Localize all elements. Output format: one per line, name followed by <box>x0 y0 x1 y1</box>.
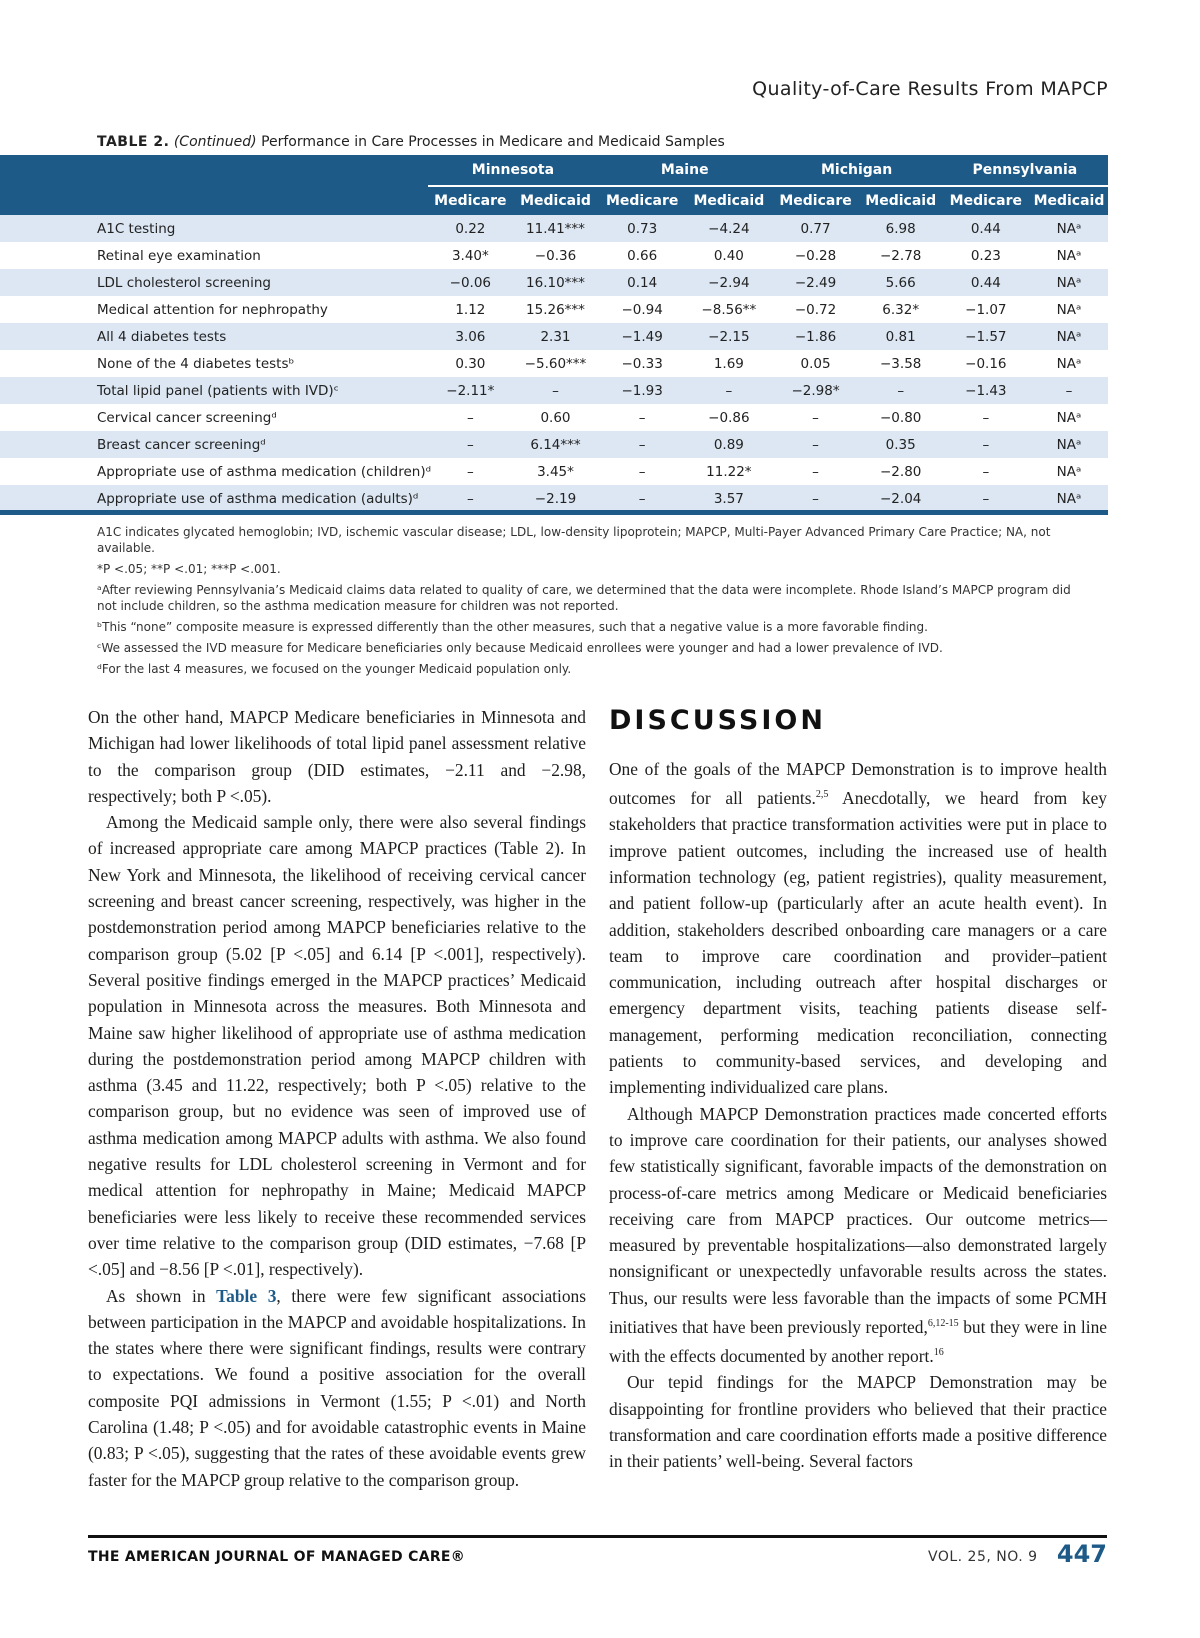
row-label: Appropriate use of asthma medication (children)ᵈ <box>0 458 428 485</box>
table-cell: 11.22* <box>686 458 771 485</box>
footnote-significance: *P <.05; **P <.01; ***P <.001. <box>97 562 281 576</box>
table-cell: −0.33 <box>598 350 686 377</box>
table-cell: – <box>1030 377 1108 404</box>
text-run: , there were few significant associations between participation in the MAPCP and avoidable hospitalizations. In the states where there were significant findings, results were contrary to expectations. We found a positive association for the overall composite PQI admissions in Vermont (1.55; P <.01) and North Carolina (1.48; P <.05) and for avoidable catastrophic events in Maine (0.83; P <.05), suggesting that the rates of these avoidable events grew faster for the MAPCP group relative to the comparison group. <box>88 1285 586 1490</box>
table-cell: – <box>771 458 859 485</box>
table-cell: – <box>686 377 771 404</box>
table-cell: 5.66 <box>860 269 942 296</box>
table-cell: 0.22 <box>428 215 513 242</box>
text-run: As shown in <box>106 1285 217 1306</box>
table-footnotes <box>97 524 1087 682</box>
table-cell: 0.05 <box>771 350 859 377</box>
table-cell: −2.49 <box>771 269 859 296</box>
table-bottom-rule <box>0 510 1108 515</box>
row-label: A1C testing <box>0 215 428 242</box>
table-row <box>0 377 1108 404</box>
text-run: Anecdotally, we heard from key stakeholders that practice transformation activities were put in place to improve patient outcomes, including the increased use of health information technology (eg, patient registries), quality measurement, and patient follow-up (particularly after an acute health event). In addition, stakeholders described onboarding care managers or a care team to improve care coordination and provider–patient communication, including outreach after hospital discharges or emergency department visits, teaching patients disease self-management, performing medication reconciliation, connecting patients to community-based services, and developing and implementing individualized care plans. <box>609 788 1107 1098</box>
state-header-pennsylvania: Pennsylvania <box>942 155 1108 186</box>
table-cell: −0.06 <box>428 269 513 296</box>
table-cell: – <box>598 404 686 431</box>
table-cell: 0.73 <box>598 215 686 242</box>
table-cell: – <box>598 458 686 485</box>
footnote-d: ᵈFor the last 4 measures, we focused on the younger Medicaid population only. <box>97 662 572 676</box>
journal-name: THE AMERICAN JOURNAL OF MANAGED CARE® <box>88 1549 466 1565</box>
table-cell: 3.57 <box>686 485 771 512</box>
table-cell: – <box>771 485 859 512</box>
table-cell: – <box>771 431 859 458</box>
table-cell: 0.81 <box>860 323 942 350</box>
table-cell: −2.94 <box>686 269 771 296</box>
table-cell: −0.86 <box>686 404 771 431</box>
footnote-abbreviations: A1C indicates glycated hemoglobin; IVD, ischemic vascular disease; LDL, low-density lipoprotein; MAPCP, Multi-Payer Advanced Primary Care Practice; NA, not available. <box>97 525 1051 555</box>
table-cell: – <box>598 485 686 512</box>
table-corner <box>0 155 428 186</box>
table-cell: −0.16 <box>942 350 1030 377</box>
table-cell: 0.23 <box>942 242 1030 269</box>
text-run: but they were in line with the effects documented by another report. <box>609 1316 1107 1366</box>
table-cell: −2.98* <box>771 377 859 404</box>
section-heading-discussion: DISCUSSION <box>609 705 826 736</box>
table-row <box>0 242 1108 269</box>
table-cell: −1.07 <box>942 296 1030 323</box>
table-cell: – <box>428 458 513 485</box>
table-cell: – <box>598 431 686 458</box>
table-corner-lower <box>0 186 428 215</box>
payer-header-medicaid: Medicaid <box>860 186 942 215</box>
table-cell: −4.24 <box>686 215 771 242</box>
table-cell: −0.80 <box>860 404 942 431</box>
table-row <box>0 458 1108 485</box>
paragraph <box>88 1283 586 1493</box>
text-run: Although MAPCP Demonstration practices made concerted efforts to improve care coordination for their patients, our analyses showed few statistically significant, favorable impacts of the demonstration on process-of-care metrics among Medicare or Medicaid beneficiaries receiving care from MAPCP practices. Our outcome metrics—measured by preventable hospitalizations—also demonstrated largely nonsignificant or unexpectedly unfavorable results across the states. Thus, our results were less favorable than the impacts of some PCMH initiatives that have been previously reported, <box>609 1103 1107 1337</box>
table-cell: – <box>428 431 513 458</box>
table-cell: – <box>942 485 1030 512</box>
table-cell: −8.56** <box>686 296 771 323</box>
volume-issue: VOL. 25, NO. 9 <box>928 1549 1038 1565</box>
table-cell: −3.58 <box>860 350 942 377</box>
table-cell: NAᵃ <box>1030 458 1108 485</box>
table-cell: 0.14 <box>598 269 686 296</box>
table-cell: 0.40 <box>686 242 771 269</box>
table-cell: −0.72 <box>771 296 859 323</box>
paragraph <box>609 756 1107 1101</box>
table-row <box>0 296 1108 323</box>
table-cell: 0.35 <box>860 431 942 458</box>
table-cell: NAᵃ <box>1030 323 1108 350</box>
table-row <box>0 431 1108 458</box>
state-header-minnesota: Minnesota <box>428 155 598 186</box>
paragraph: Our tepid findings for the MAPCP Demonstration may be disappointing for frontline providers who believed that their practice transformation and care coordination efforts made a positive difference in their patients’ well-being. Several factors <box>609 1372 1107 1472</box>
table-caption-text: Performance in Care Processes in Medicare and Medicaid Samples <box>261 134 725 150</box>
body-column-right <box>609 704 1107 1474</box>
row-label: All 4 diabetes tests <box>0 323 428 350</box>
paragraph <box>609 1101 1107 1370</box>
table-cell: 1.69 <box>686 350 771 377</box>
table-cell: NAᵃ <box>1030 404 1108 431</box>
table-cell: 15.26*** <box>513 296 598 323</box>
state-header-michigan: Michigan <box>771 155 941 186</box>
paragraph: Among the Medicaid sample only, there were also several findings of increased appropriate care among MAPCP practices (Table 2). In New York and Minnesota, the likelihood of receiving cervical cancer screening and breast cancer screening, respectively, was higher in the postdemonstration period among MAPCP beneficiaries relative to the comparison group (5.02 [P <.05] and 6.14 [P <.001], respectively). Several positive findings emerged in the MAPCP practices’ Medicaid population in Minnesota across the measures. Both Minnesota and Maine saw higher likelihood of appropriate use of asthma medication during the postdemonstration period among MAPCP children with asthma (3.45 and 11.22, respectively; both P <.05) relative to the comparison group, but no evidence was seen of improved use of asthma medication among MAPCP adults with asthma. We also found negative results for LDL cholesterol screening in Vermont and for medical attention for nephropathy in Maine; Medicaid MAPCP beneficiaries were less likely to receive these recommended services over time relative to the comparison group (DID estimates, −7.68 [P <.05] and −8.56 [P <.01], respectively). <box>88 812 586 1280</box>
table-cell: NAᵃ <box>1030 431 1108 458</box>
table-cell: −2.78 <box>860 242 942 269</box>
row-label: Appropriate use of asthma medication (adults)ᵈ <box>0 485 428 512</box>
table-cell: −2.11* <box>428 377 513 404</box>
footnote-a: ᵃAfter reviewing Pennsylvania’s Medicaid claims data related to quality of care, we determined that the data were incomplete. Rhode Island’s MAPCP program did not include children, so the asthma medication measure for children was not reported. <box>97 583 1071 613</box>
table-row <box>0 215 1108 242</box>
table-cell: 0.89 <box>686 431 771 458</box>
table-cell: – <box>942 431 1030 458</box>
row-label: Medical attention for nephropathy <box>0 296 428 323</box>
table-cell: – <box>942 458 1030 485</box>
row-label: None of the 4 diabetes testsᵇ <box>0 350 428 377</box>
table-cell: – <box>428 485 513 512</box>
table-3-link[interactable]: Table 3 <box>216 1285 277 1306</box>
paragraph: On the other hand, MAPCP Medicare beneficiaries in Minnesota and Michigan had lower likelihoods of total lipid panel assessment relative to the comparison group (DID estimates, −2.11 and −2.98, respectively; both P <.05). <box>88 707 586 806</box>
citation: 6,12-15 <box>927 1318 959 1330</box>
row-label: Retinal eye examination <box>0 242 428 269</box>
table-cell: −2.04 <box>860 485 942 512</box>
page-number: 447 <box>1056 1540 1107 1568</box>
table-continued: (Continued) <box>173 134 257 150</box>
table-cell: NAᵃ <box>1030 242 1108 269</box>
table-cell: −1.86 <box>771 323 859 350</box>
table-cell: −5.60*** <box>513 350 598 377</box>
payer-header-medicare: Medicare <box>428 186 513 215</box>
table-cell: 3.45* <box>513 458 598 485</box>
table-cell: NAᵃ <box>1030 296 1108 323</box>
table-cell: −0.36 <box>513 242 598 269</box>
body-column-left <box>88 704 586 1493</box>
state-header-maine: Maine <box>598 155 771 186</box>
table-cell: −0.28 <box>771 242 859 269</box>
table-cell: 0.66 <box>598 242 686 269</box>
table-cell: – <box>771 404 859 431</box>
table-cell: 0.44 <box>942 269 1030 296</box>
table-cell: 0.30 <box>428 350 513 377</box>
table-cell: NAᵃ <box>1030 269 1108 296</box>
footnote-c: ᶜWe assessed the IVD measure for Medicare beneficiaries only because Medicaid enrollees were younger and had a lower prevalence of IVD. <box>97 641 943 655</box>
table-cell: −2.15 <box>686 323 771 350</box>
care-process-table <box>0 155 1108 512</box>
table-cell: 1.12 <box>428 296 513 323</box>
table-number: TABLE 2. <box>97 134 170 150</box>
table-cell: −1.93 <box>598 377 686 404</box>
row-label: Total lipid panel (patients with IVD)ᶜ <box>0 377 428 404</box>
citation: 2,5 <box>815 789 829 801</box>
footer-rule <box>88 1535 1107 1538</box>
table-row <box>0 323 1108 350</box>
table-row <box>0 404 1108 431</box>
table-cell: – <box>513 377 598 404</box>
table-cell: −2.80 <box>860 458 942 485</box>
table-row <box>0 485 1108 512</box>
payer-header-medicaid: Medicaid <box>513 186 598 215</box>
running-title: Quality-of-Care Results From MAPCP <box>752 78 1108 100</box>
table-row <box>0 269 1108 296</box>
table-cell: NAᵃ <box>1030 485 1108 512</box>
table-cell: NAᵃ <box>1030 350 1108 377</box>
table-cell: 0.77 <box>771 215 859 242</box>
table-cell: −0.94 <box>598 296 686 323</box>
citation: 16 <box>933 1347 944 1359</box>
row-label: LDL cholesterol screening <box>0 269 428 296</box>
table-cell: −2.19 <box>513 485 598 512</box>
footnote-b: ᵇThis “none” composite measure is expressed differently than the other measures, such that a negative value is a more favorable finding. <box>97 620 928 634</box>
table-cell: −1.49 <box>598 323 686 350</box>
table-cell: 6.14*** <box>513 431 598 458</box>
table-body <box>0 215 1108 512</box>
table-cell: 6.98 <box>860 215 942 242</box>
table-cell: 0.44 <box>942 215 1030 242</box>
table-row <box>0 350 1108 377</box>
table-cell: NAᵃ <box>1030 215 1108 242</box>
table-cell: −1.43 <box>942 377 1030 404</box>
table-cell: 6.32* <box>860 296 942 323</box>
table-cell: 3.40* <box>428 242 513 269</box>
payer-header-medicaid: Medicaid <box>686 186 771 215</box>
row-label: Breast cancer screeningᵈ <box>0 431 428 458</box>
payer-header-medicare: Medicare <box>771 186 859 215</box>
table-cell: 16.10*** <box>513 269 598 296</box>
table-cell: −1.57 <box>942 323 1030 350</box>
table-caption <box>97 134 725 150</box>
row-label: Cervical cancer screeningᵈ <box>0 404 428 431</box>
payer-header-medicaid: Medicaid <box>1030 186 1108 215</box>
table-cell: – <box>860 377 942 404</box>
table-cell: 2.31 <box>513 323 598 350</box>
text-run: One of the goals of the MAPCP Demonstration is to improve health outcomes for all patients. <box>609 759 1107 809</box>
table-cell: 3.06 <box>428 323 513 350</box>
payer-header-medicare: Medicare <box>942 186 1030 215</box>
payer-header-medicare: Medicare <box>598 186 686 215</box>
table-cell: – <box>942 404 1030 431</box>
table-cell: – <box>428 404 513 431</box>
table-cell: 0.60 <box>513 404 598 431</box>
table-cell: 11.41*** <box>513 215 598 242</box>
